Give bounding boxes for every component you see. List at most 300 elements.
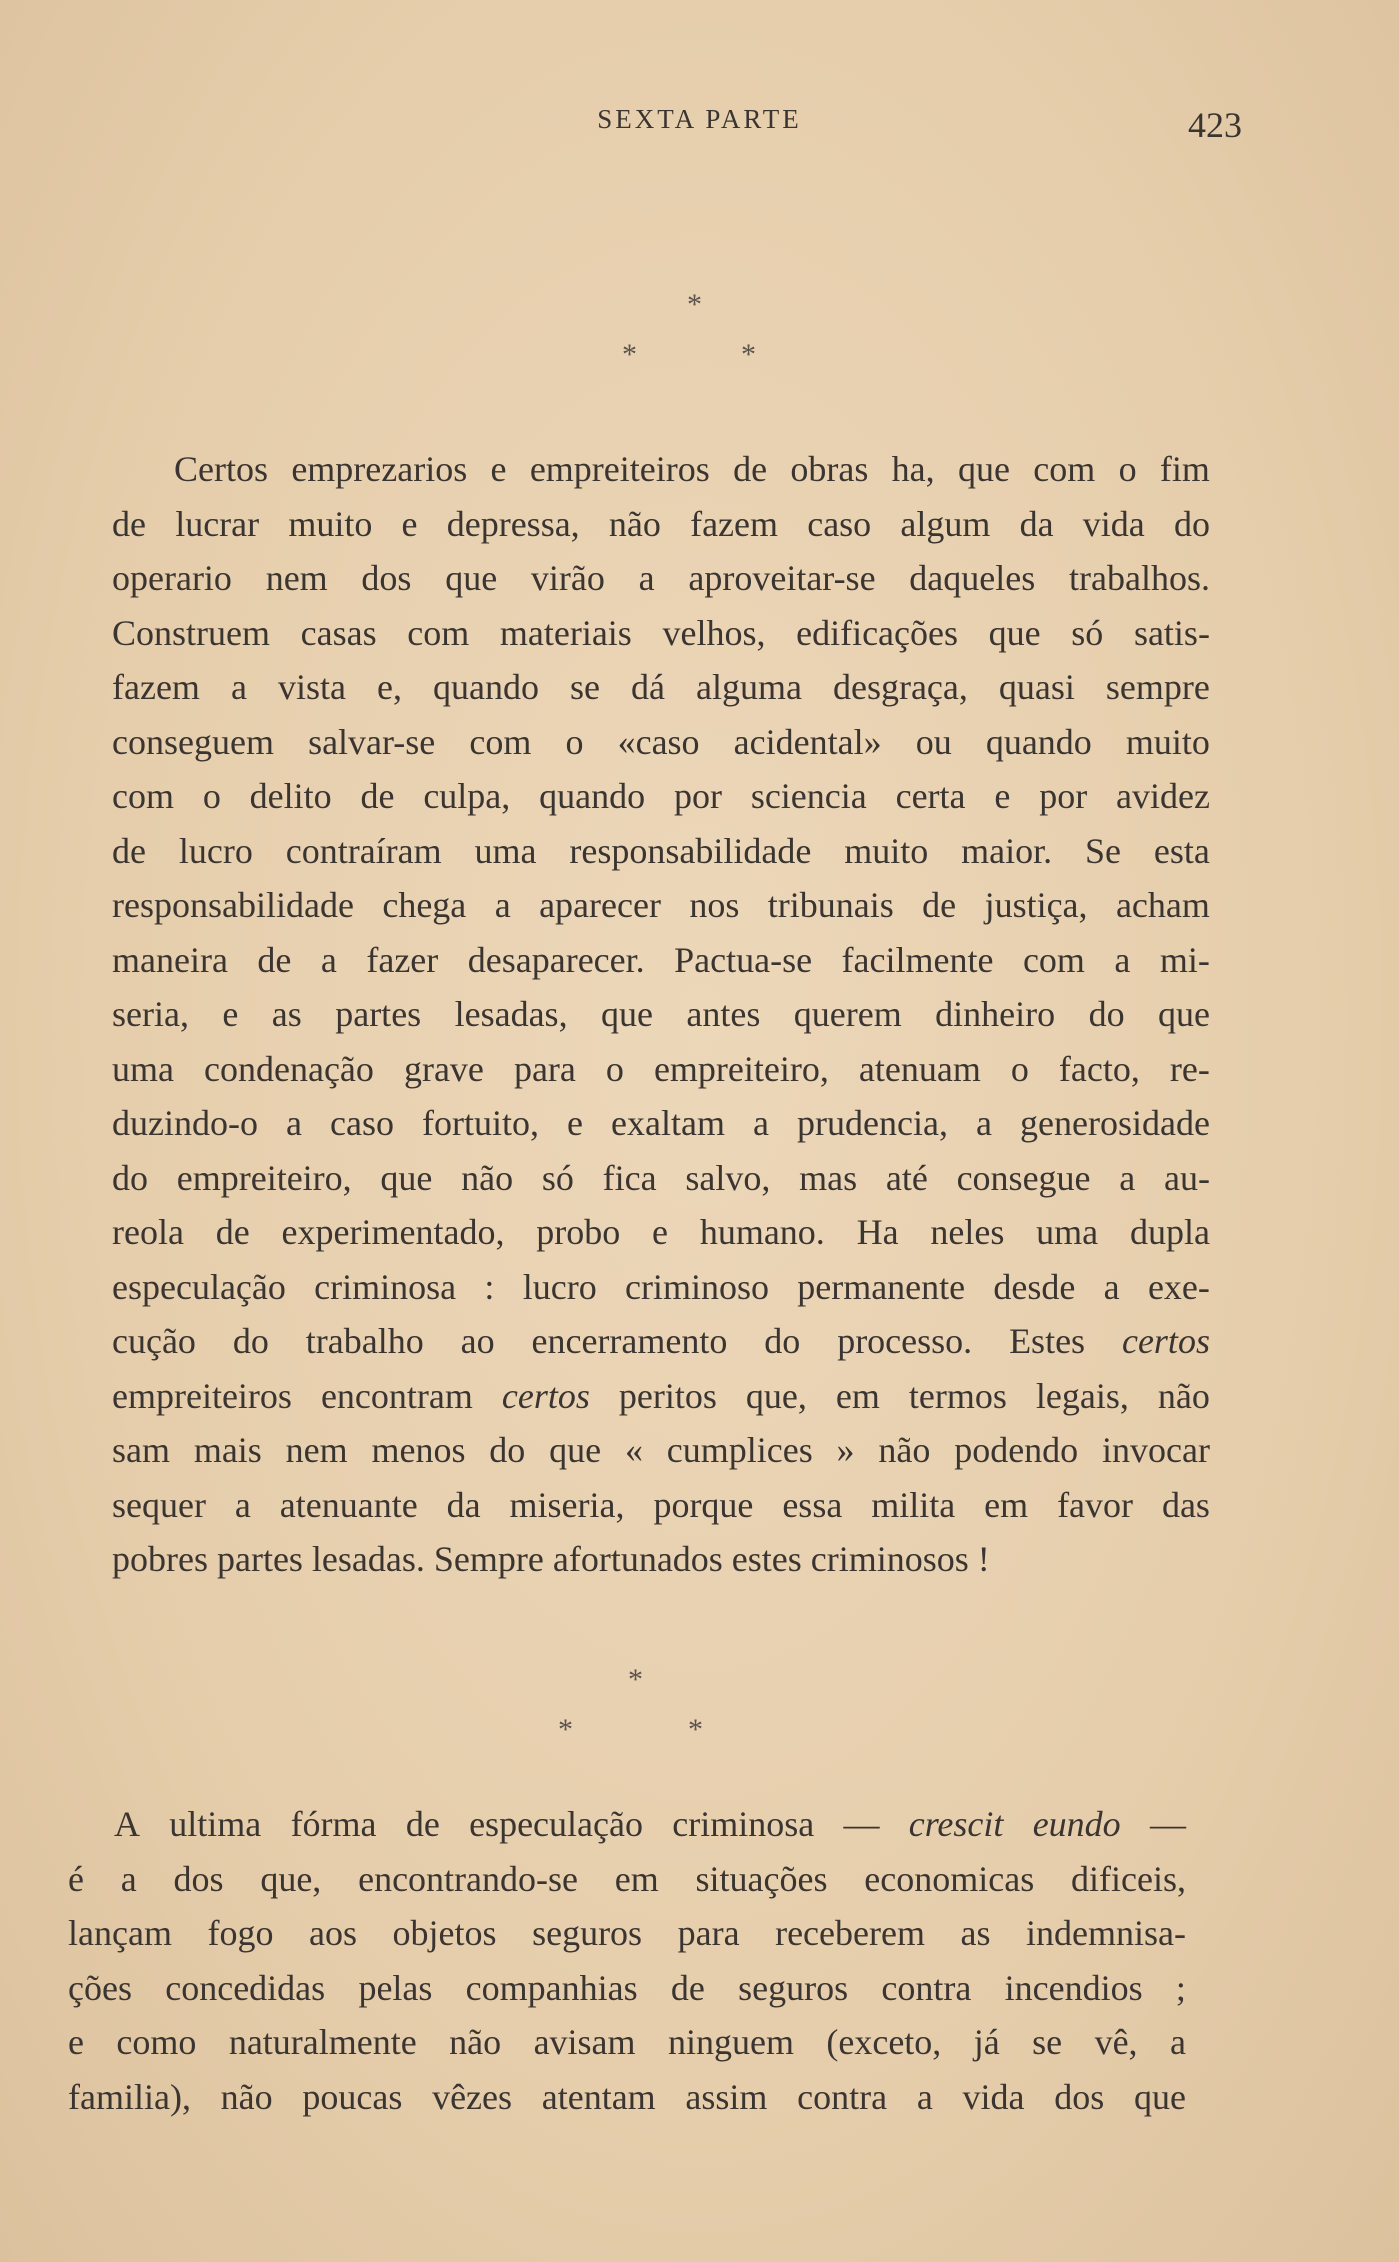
word: indemnisa- (1026, 1913, 1186, 1953)
word: operario (112, 558, 232, 598)
word: a (1103, 1266, 1120, 1307)
word: nem (265, 558, 328, 598)
word: e (68, 2022, 84, 2062)
text-line (112, 606, 1210, 661)
word: mi- (1159, 939, 1210, 980)
word: crescit (908, 1804, 1004, 1844)
word: de (922, 885, 957, 925)
word: porque (653, 1484, 754, 1525)
text-line (112, 1151, 1210, 1206)
word: em (984, 1484, 1029, 1525)
word: a (1169, 2022, 1186, 2062)
word: a (286, 1103, 302, 1143)
word: objetos (392, 1913, 497, 1953)
word: receberem (775, 1913, 925, 1953)
word: que (957, 449, 1010, 489)
word: da (446, 1484, 481, 1525)
word: grave (403, 1048, 484, 1089)
word: ha, (891, 449, 935, 489)
word: se (569, 667, 600, 707)
word: probo (536, 1212, 621, 1252)
word: consegue (956, 1157, 1091, 1198)
word: generosidade (1020, 1103, 1210, 1143)
word: muito (844, 830, 929, 871)
word: criminosa (672, 1804, 815, 1844)
word: empreiteiro, (176, 1157, 352, 1198)
text-line (68, 1797, 1186, 1852)
word: sempre (1105, 667, 1210, 707)
section-asterisk: * (741, 338, 756, 371)
word: com (112, 776, 174, 816)
word: contraíram (285, 830, 442, 871)
word: de (733, 449, 768, 489)
word: certos (501, 1375, 590, 1416)
word: chega (382, 885, 467, 925)
word: quando (985, 721, 1092, 762)
text-line (112, 715, 1210, 770)
word: não (878, 1430, 931, 1470)
word: cução (112, 1321, 196, 1361)
word: dinheiro (935, 994, 1056, 1034)
paragraph-1 (112, 442, 1210, 1587)
word: contra (881, 1967, 972, 2008)
word: Pactua-se (674, 939, 813, 980)
word: fim (1159, 449, 1210, 489)
word: e (490, 449, 507, 489)
word: para (513, 1048, 576, 1089)
section-asterisk: * (687, 288, 702, 321)
word: só (541, 1157, 574, 1198)
word: certos (1121, 1321, 1210, 1361)
word: as (271, 994, 302, 1034)
word: permanente (797, 1266, 966, 1307)
word: contra (797, 2076, 888, 2117)
word: desaparecer. (467, 939, 645, 980)
word: situações (695, 1858, 828, 1899)
word: desde (993, 1266, 1076, 1307)
word: ções (68, 1967, 132, 2008)
word: querem (793, 994, 902, 1034)
word: com (1033, 449, 1096, 489)
word: responsabilidade (569, 830, 812, 871)
word: encontrando-se (358, 1858, 578, 1899)
word: a (976, 1103, 992, 1143)
word: companhias (465, 1967, 638, 2008)
word: acidental» (733, 721, 882, 762)
word: fica (602, 1157, 657, 1198)
word: favor (1057, 1484, 1134, 1525)
word: acham (1115, 885, 1210, 925)
word: tribunais (767, 885, 894, 925)
word: trabalhos. (1069, 558, 1210, 598)
word: depressa, (446, 503, 580, 544)
word: de (405, 1804, 440, 1844)
word: avidez (1116, 776, 1210, 816)
word: conseguem (112, 721, 274, 762)
word: edificações (796, 612, 959, 653)
word: sequer (112, 1484, 206, 1525)
word: a (230, 667, 247, 707)
word: satis- (1133, 612, 1210, 653)
word: humano. (699, 1212, 825, 1252)
word: lesadas, (454, 994, 568, 1034)
word: encontram (320, 1375, 473, 1416)
word: lançam (68, 1913, 172, 1953)
word: — (843, 1804, 880, 1844)
word: fogo (207, 1913, 274, 1953)
word: au- (1164, 1157, 1210, 1198)
word: maneira (112, 939, 228, 980)
text-line (112, 824, 1210, 879)
word: desgraça, (832, 667, 968, 707)
word: dos (1054, 2076, 1105, 2117)
text-segment: pobres partes lesadas. Sempre afortunados estes criminosos ! (112, 1539, 990, 1579)
word: algum (900, 503, 991, 544)
word: muito (1125, 721, 1210, 762)
word: pelas (358, 1967, 433, 2008)
word: empreiteiros (529, 449, 710, 489)
word: de (257, 939, 292, 980)
word: quando (432, 667, 539, 707)
word: A (114, 1804, 140, 1844)
word: a (916, 2076, 933, 2117)
word: quando (539, 776, 646, 816)
word: não (220, 2076, 273, 2117)
section-asterisk: * (558, 1713, 573, 1746)
word: maior. (961, 830, 1053, 871)
word: lucro (178, 830, 253, 871)
word: Estes (1009, 1321, 1086, 1361)
word: encerramento (531, 1321, 728, 1361)
word: especulação (112, 1266, 286, 1307)
text-line (68, 1906, 1186, 1961)
word: salvo, (685, 1157, 771, 1198)
word: o (1118, 449, 1137, 489)
text-line (112, 497, 1210, 552)
section-asterisk: * (688, 1713, 703, 1746)
text-line (112, 769, 1210, 824)
word: experimentado, (281, 1212, 505, 1252)
word: invocar (1102, 1430, 1210, 1470)
word: por (1039, 776, 1088, 816)
word: antes (686, 994, 761, 1034)
word: o (202, 776, 221, 816)
text-line (112, 551, 1210, 606)
word: uma (112, 1048, 174, 1089)
word: vista (277, 667, 346, 707)
word: não (449, 2022, 502, 2062)
text-line (112, 442, 1210, 497)
word: eundo (1032, 1804, 1121, 1844)
word: vêzes (432, 2076, 513, 2117)
word: mas (799, 1157, 858, 1198)
word: dupla (1129, 1212, 1210, 1252)
word: trabalho (305, 1321, 424, 1361)
word: naturalmente (228, 2022, 417, 2062)
word: se (1032, 2022, 1063, 2062)
word: que, (260, 1858, 322, 1899)
word: termos (908, 1375, 1007, 1416)
word: fazem (112, 667, 200, 707)
word: lucro (522, 1266, 597, 1307)
word: atentam (541, 2076, 656, 2117)
word: delito (249, 776, 332, 816)
word: facto, (1058, 1048, 1140, 1089)
word: o (605, 1048, 624, 1089)
word: atenuam (858, 1048, 981, 1089)
word: miseria, (509, 1484, 625, 1525)
word: e (652, 1212, 669, 1252)
word: já (973, 2022, 1000, 2062)
word: sam (112, 1430, 170, 1470)
word: responsabilidade (112, 885, 354, 925)
word: vida (1082, 503, 1145, 544)
text-line (112, 1369, 1210, 1424)
word: Construem (112, 612, 270, 653)
word: a (638, 558, 655, 598)
word: a (1114, 939, 1131, 980)
word: quasi (998, 667, 1075, 707)
word: não (608, 503, 661, 544)
word: ; (1175, 1967, 1186, 2008)
word: o (565, 721, 584, 762)
word: que (380, 1157, 433, 1198)
text-line (68, 2015, 1186, 2070)
text-line (112, 660, 1210, 715)
word: concedidas (165, 1967, 326, 2008)
word: alguma (695, 667, 802, 707)
word: fórma (290, 1804, 377, 1844)
word: aos (309, 1913, 358, 1953)
word: condenação (204, 1048, 374, 1089)
word: do (764, 1321, 801, 1361)
word: até (885, 1157, 928, 1198)
word: menos (371, 1430, 466, 1470)
word: é (68, 1858, 84, 1899)
word: velhos, (662, 612, 766, 653)
word: caso (807, 503, 872, 544)
word: daqueles (909, 558, 1036, 598)
word: e (567, 1103, 584, 1143)
word: — (1149, 1804, 1186, 1844)
word: que (1158, 994, 1210, 1034)
text-line (68, 1852, 1186, 1907)
word: e (994, 776, 1011, 816)
word: prudencia, (797, 1103, 948, 1143)
word: criminosa (314, 1266, 457, 1307)
word: processo. (837, 1321, 973, 1361)
text-line (112, 1478, 1210, 1533)
word: «caso (617, 721, 700, 762)
word: e (222, 994, 239, 1034)
word: : (484, 1266, 495, 1307)
word: (exceto, (826, 2022, 942, 2062)
word: mais (193, 1430, 262, 1470)
word: essa (782, 1484, 843, 1525)
word: em (614, 1858, 659, 1899)
paragraph-2 (68, 1797, 1186, 2124)
text-line (68, 1961, 1186, 2016)
word: cumplices (666, 1430, 813, 1470)
word: que (445, 558, 498, 598)
word: do (232, 1321, 269, 1361)
text-line (68, 2070, 1186, 2125)
word: a (1119, 1157, 1136, 1198)
word: empreiteiro, (653, 1048, 829, 1089)
word: uma (1036, 1212, 1099, 1252)
word: obras (790, 449, 869, 489)
word: atenuante (279, 1484, 418, 1525)
word: vida (962, 2076, 1025, 2117)
word: caso (330, 1103, 394, 1143)
word: muito (288, 503, 373, 544)
word: de (360, 776, 395, 816)
word: criminoso (624, 1266, 769, 1307)
word: reola (112, 1212, 184, 1252)
word: que (549, 1430, 602, 1470)
word: que (988, 612, 1041, 653)
word: exaltam (611, 1103, 725, 1143)
word: familia), (68, 2076, 191, 2117)
word: a (320, 939, 337, 980)
word: do (1088, 994, 1125, 1034)
word: dá (630, 667, 665, 707)
word: dos (173, 1858, 224, 1899)
word: em (835, 1375, 880, 1416)
page-number: 423 (1188, 105, 1242, 145)
running-title: SEXTA PARTE (597, 104, 802, 134)
word: Ha (856, 1212, 899, 1252)
word: ao (460, 1321, 495, 1361)
word: sciencia (750, 776, 867, 816)
word: esta (1153, 830, 1210, 871)
word: partes (335, 994, 422, 1034)
word: emprezarios (291, 449, 468, 489)
word: ninguem (667, 2022, 794, 2062)
word: que (1133, 2076, 1186, 2117)
word: que, (745, 1375, 807, 1416)
word: facilmente (841, 939, 994, 980)
word: certa (895, 776, 966, 816)
word: como (116, 2022, 197, 2062)
word: fortuito, (422, 1103, 539, 1143)
word: do (112, 1157, 148, 1198)
word: seguros (738, 1967, 849, 2008)
word: especulação (469, 1804, 643, 1844)
word: avisam (533, 2022, 636, 2062)
word: de (112, 830, 146, 871)
word: com (469, 721, 532, 762)
word: culpa, (423, 776, 511, 816)
section-asterisk: * (628, 1663, 643, 1696)
word: da (1019, 503, 1054, 544)
word: « (624, 1430, 643, 1470)
word: virão (530, 558, 605, 598)
word: do (489, 1430, 526, 1470)
word: para (677, 1913, 740, 1953)
word: ultima (169, 1804, 262, 1844)
word: assim (685, 2076, 768, 2117)
text-line (112, 1260, 1210, 1315)
word: nos (689, 885, 740, 925)
word: de (215, 1212, 250, 1252)
word: das (1161, 1484, 1210, 1525)
word: de (112, 503, 146, 544)
word: fazem (690, 503, 779, 544)
word: e (401, 503, 418, 544)
word: seguros (532, 1913, 643, 1953)
word: lucrar (175, 503, 260, 544)
word: » (836, 1430, 855, 1470)
text-line (112, 1532, 1210, 1587)
word: duzindo-o (112, 1103, 258, 1143)
word: o (1010, 1048, 1029, 1089)
word: dos (361, 558, 412, 598)
word: com (1022, 939, 1085, 980)
word: a (753, 1103, 770, 1143)
word: legais, (1035, 1375, 1129, 1416)
text-line (112, 933, 1210, 988)
text-line (112, 1314, 1210, 1369)
word: economicas (864, 1858, 1035, 1899)
word: milita (871, 1484, 956, 1525)
word: só (1071, 612, 1104, 653)
word: ou (915, 721, 952, 762)
text-line (112, 987, 1210, 1042)
word: com (407, 612, 470, 653)
word: não (1157, 1375, 1210, 1416)
word: casas (300, 612, 377, 653)
word: uma (474, 830, 537, 871)
text-line (112, 1096, 1210, 1151)
word: de (670, 1967, 705, 2008)
word: por (673, 776, 722, 816)
word: peritos (618, 1375, 717, 1416)
text-line (112, 878, 1210, 933)
word: dificeis, (1071, 1858, 1186, 1899)
word: salvar-se (308, 721, 436, 762)
word: empreiteiros (112, 1375, 292, 1416)
word: não (461, 1157, 514, 1198)
word: neles (930, 1212, 1005, 1252)
word: do (1173, 503, 1210, 544)
word: poucas (302, 2076, 403, 2117)
word: Se (1085, 830, 1122, 871)
word: incendios (1004, 1967, 1143, 2008)
word: justiça, (984, 885, 1088, 925)
word: a (120, 1858, 137, 1899)
word: podendo (954, 1430, 1079, 1470)
word: aproveitar-se (688, 558, 876, 598)
word: a (494, 885, 511, 925)
word: vê, (1094, 2022, 1138, 2062)
word: que (601, 994, 653, 1034)
word: nem (285, 1430, 348, 1470)
word: fazer (366, 939, 439, 980)
word: materiais (499, 612, 632, 653)
section-asterisk: * (622, 338, 637, 371)
word: e, (376, 667, 402, 707)
text-line (112, 1423, 1210, 1478)
word: aparecer (539, 885, 661, 925)
text-line (112, 1205, 1210, 1260)
word: seria, (112, 994, 189, 1034)
word: a (234, 1484, 251, 1525)
text-line (112, 1042, 1210, 1097)
word: exe- (1147, 1266, 1210, 1307)
word: Certos (174, 449, 268, 489)
word: as (960, 1913, 991, 1953)
